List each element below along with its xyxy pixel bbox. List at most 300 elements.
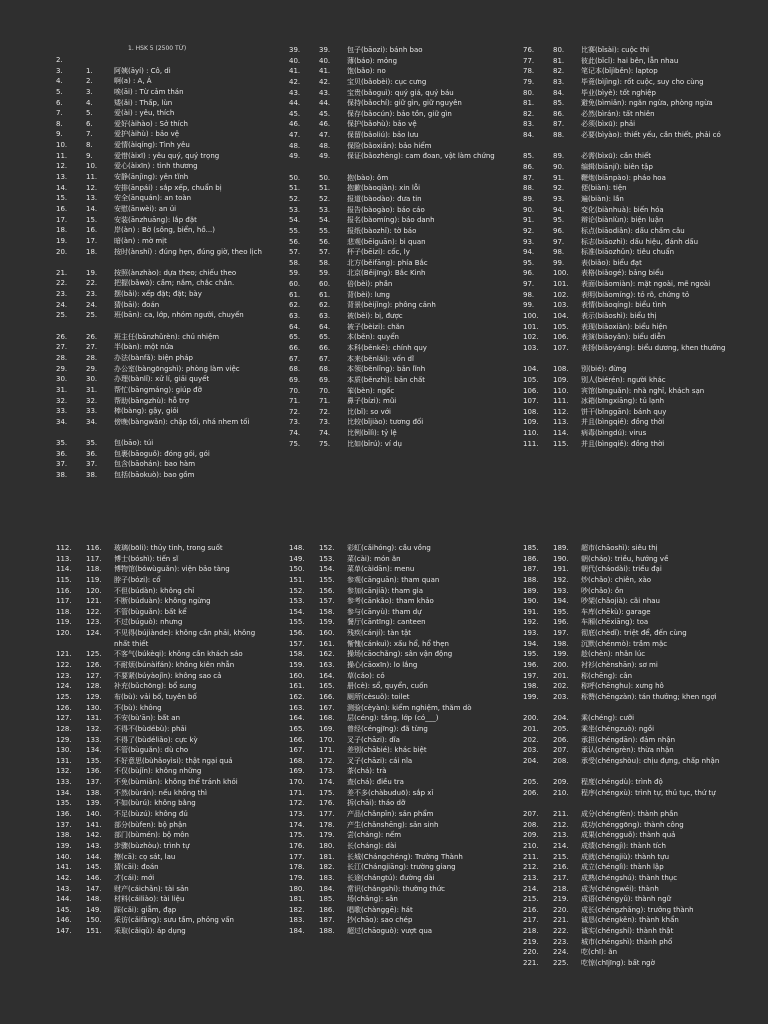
vocab-row [523,543,738,554]
vocab-row [56,98,271,109]
word-index: 43. [319,88,331,97]
line-number: 48. [289,141,301,150]
line-number: 95. [523,258,535,267]
word-index: 134. [86,746,102,755]
line-number: 88. [523,184,535,193]
vocab-row [523,586,738,597]
word-entry: 惭愧(cánkuì): xấu hổ, hổ thẹn [347,639,449,648]
word-entry: 抄(chāo): sao chép [347,916,413,925]
vocab-row [56,236,271,247]
line-number: 215. [523,895,539,904]
word-index: 54. [319,216,331,225]
word-index: 60. [319,280,331,289]
word-entry: 避免(bìmiǎn): ngăn ngừa, phòng ngừa [581,99,713,108]
word-entry: 安排(ānpái) : sắp xếp, chuẩn bị [114,183,222,192]
word-index: 41. [319,67,331,76]
word-entry: 爱心(àixīn) : tình thương [114,162,198,171]
vocab-row [56,862,271,873]
line-number: 119. [56,618,72,627]
line-number: 21. [56,268,68,277]
word-index: 147. [86,884,102,893]
line-number: 22. [56,279,68,288]
word-entry: 部分(bùfen): bộ phận [114,820,187,829]
word-entry: 毕业(bìyè): tốt nghiệp [581,88,656,97]
word-index: 38. [86,471,98,480]
line-number: 217. [523,916,539,925]
vocab-row [523,375,738,386]
word-index: 88. [553,131,565,140]
vocab-row [289,777,504,788]
line-number: 17. [56,215,68,224]
word-entry: 表面(biǎomiàn): mặt ngoài, mẽ ngoài [581,280,711,289]
word-entry: 宝贵(bǎoguì): quý giá, quý báu [347,88,454,97]
vocab-row [56,310,271,331]
word-index: 27. [86,343,98,352]
word-index: 191. [553,565,569,574]
word-entry: 布(bù): vải bố, tuyên bố [114,692,197,701]
word-index: 113. [553,418,569,427]
line-number: 116. [56,586,72,595]
word-index: 72. [319,407,331,416]
word-index: 69. [319,375,331,384]
vocab-row [289,417,504,428]
word-entry: 悲观(bēiguān): bi quan [347,237,426,246]
word-entry: 安慰(ānwèi): an ủi [114,204,177,213]
word-index: 121. [86,597,102,606]
vocab-row [56,788,271,799]
line-number: 49. [289,152,301,161]
word-index: 36. [86,449,98,458]
word-index: 56. [319,237,331,246]
word-index: 173. [319,767,335,776]
word-entry: 参考(cānkǎo): tham khảo [347,597,434,606]
word-index: 35. [86,439,98,448]
line-number: 43. [289,88,301,97]
word-index: 92. [553,184,565,193]
vocab-row [56,374,271,385]
line-number: 24. [56,300,68,309]
vocab-row [56,204,271,215]
word-index: 128. [86,682,102,691]
word-entry: 报告(bàogào): báo cáo [347,205,425,214]
vocab-row [56,332,271,343]
vocab-row [523,258,738,269]
vocab-row [289,205,504,216]
word-entry: 乘(chéng): cưỡi [581,714,635,723]
line-number: 188. [523,575,539,584]
vocab-row [289,258,504,269]
word-entry: 成果(chéngguǒ): thành quả [581,831,676,840]
vocab-row [289,628,504,639]
word-index: 177. [319,810,335,819]
word-index: 205. [553,724,569,733]
line-number: 194. [523,639,539,648]
line-number: 61. [289,290,301,299]
vocab-row [289,141,504,152]
word-entry: 标准(biāozhǔn): tiêu chuẩn [581,248,675,257]
vocab-row [523,958,738,969]
word-index: 119. [86,575,102,584]
line-number: 143. [56,884,72,893]
line-number: 53. [289,205,301,214]
line-number: 133. [56,778,72,787]
word-index: 55. [319,226,331,235]
vocab-row [289,109,504,120]
word-entry: 摆(bǎi): xếp đặt; đặt; bày [114,290,202,299]
word-entry: 饱(bǎo): no [347,67,386,76]
word-entry: 杯子(bēizi): cốc, ly [347,248,410,257]
word-entry: 比(bǐ): so với [347,407,391,416]
line-number: 87. [523,173,535,182]
word-entry: 不然(bùrán): nếu không thì [114,788,207,797]
line-number: 102. [523,333,539,342]
word-index: 209. [553,778,569,787]
line-number: 27. [56,343,68,352]
word-entry: 不好意思(bùhǎoyìsi): thật ngại quá [114,756,233,765]
line-number: 179. [289,873,305,882]
word-index: 22. [86,279,98,288]
word-index: 70. [319,386,331,395]
vocab-row [523,205,738,216]
line-number: 111. [523,439,539,448]
line-number: 46. [289,120,301,129]
line-number: 114. [56,565,72,574]
vocab-row [289,617,504,628]
word-index: 93. [553,194,565,203]
word-entry: 成语(chéngyǔ): thành ngữ [581,895,671,904]
word-entry: 笔记本(bǐjìběn): laptop [581,67,658,76]
word-index: 17. [86,236,98,245]
word-entry: 产生(chǎnshēng): sản sinh [347,820,439,829]
word-entry: 岸(àn) : Bờ (sông, biển, hồ...) [114,226,216,235]
line-number: 169. [289,767,305,776]
word-entry: 长城(Chángchéng): Trường Thành [347,852,463,861]
line-number: 118. [56,607,72,616]
word-entry: 不见得(bújiànde): không cần phải, không nhất thiết [114,629,256,648]
vocab-row [523,215,738,226]
line-number: 18. [56,226,68,235]
line-number: 45. [289,109,301,118]
word-index: 61. [319,290,331,299]
word-entry: 炒(chǎo): chiên, xào [581,575,652,584]
word-index: 97. [553,237,565,246]
vocab-row [523,183,738,194]
word-index: 89. [553,152,565,161]
word-index: 200. [553,661,569,670]
word-entry: 北方(běifāng): phía Bắc [347,258,428,267]
word-index: 159. [319,618,335,627]
vocab-row [56,161,271,172]
vocab-row [523,884,738,895]
word-entry: 遍(biàn): lần [581,194,624,203]
word-entry: 步骤(bùzhòu): trình tự [114,841,190,850]
word-entry: 测验(cèyàn): kiểm nghiệm, thăm dò [347,703,472,712]
word-entry: 表现(biǎoxiàn): biểu hiện [581,322,668,331]
vocab-row [56,841,271,852]
word-entry: 猜(cāi): đoán [114,863,159,872]
word-index: 210. [553,788,569,797]
vocab-row [289,98,504,109]
line-number: 182. [289,905,305,914]
line-number: 160. [289,671,305,680]
line-number: 204. [523,756,539,765]
word-index: 111. [553,397,569,406]
word-index: 15. [86,215,98,224]
word-index: 189. [553,544,569,552]
line-number: 77. [523,56,535,65]
word-index: 182. [319,863,335,872]
line-number: 76. [523,46,535,54]
word-index: 91. [553,173,565,182]
vocab-row [289,183,504,194]
vocab-row [523,947,738,958]
word-entry: 宝贝(bǎobèi): cục cưng [347,77,427,86]
line-number: 86. [523,163,535,172]
word-entry: 病毒(bìngdú): virus [581,429,647,438]
vocab-row [56,575,271,586]
word-index: 71. [319,397,331,406]
word-index: 157. [319,597,335,606]
word-index: 181. [319,852,335,861]
word-index: 51. [319,184,331,193]
word-index: 125. [86,650,102,659]
line-number: 149. [289,554,305,563]
word-index: 105. [553,322,569,331]
word-entry: 参加(cānjiā): tham gia [347,586,423,595]
vocab-row [523,735,738,746]
vocab-row [523,905,738,916]
word-entry: 尝(cháng): nếm [347,831,402,840]
line-number: 110. [523,429,539,438]
line-number: 89. [523,194,535,203]
vocab-row [523,639,738,650]
word-index: 9. [86,151,93,160]
line-number: 132. [56,767,72,776]
vocab-row [523,671,738,682]
vocab-row [56,926,271,937]
vocab-row [289,151,504,172]
word-entry: 成分(chéngfèn): thành phần [581,810,678,819]
word-index: 172. [319,756,335,765]
vocab-row [56,564,271,575]
word-entry: 本科(běnkē): chính quy [347,343,427,352]
word-entry: 残疾(cánjí): tàn tật [347,629,411,638]
line-number: 176. [289,841,305,850]
word-entry: 暗(àn) : mờ mịt [114,236,167,245]
vocab-row [523,841,738,852]
word-index: 86. [553,109,565,118]
vocab-row [523,45,738,56]
word-index: 59. [319,269,331,278]
line-number: 72. [289,407,301,416]
word-index: 25. [86,311,98,320]
line-number: 34. [56,417,68,426]
word-entry: 城市(chéngshì): thành phố [581,937,673,946]
vocab-row [523,575,738,586]
word-entry: 阿姨(āyí) : Cô, dì [114,66,171,75]
line-number: 199. [523,692,539,701]
vocab-row [56,649,271,660]
word-index: 30. [86,375,98,384]
vocab-row [56,247,271,268]
word-index: 160. [319,629,335,638]
word-index: 196. [553,618,569,627]
line-number: 117. [56,597,72,606]
word-entry: 车厢(chēxiāng): toa [581,618,649,627]
word-entry: 帮忙(bāngmáng): giúp đỡ [114,385,202,394]
line-number: 205. [523,778,539,787]
line-number: 131. [56,756,72,765]
line-number: 19. [56,236,68,245]
vocab-row [289,607,504,618]
word-index: 83. [553,77,565,86]
vocab-row [523,290,738,301]
vocab-row [523,862,738,873]
vocab-row [289,926,504,937]
line-number: 5. [56,87,63,96]
word-index: 42. [319,77,331,86]
vocab-row [56,87,271,98]
vocab-row [523,926,738,937]
vocab-row [56,172,271,183]
vocab-row [289,332,504,343]
word-index: 169. [319,724,335,733]
word-index: 28. [86,353,98,362]
word-index: 221. [553,916,569,925]
word-index: 151. [86,927,102,936]
word-entry: 采取(cǎiqǔ): áp dụng [114,927,186,936]
word-index: 13. [86,194,98,203]
vocab-row [523,386,738,397]
vocab-row [289,788,504,799]
word-entry: 唱歌(chànggē): hát [347,905,413,914]
word-index: 94. [553,205,565,214]
word-entry: 报纸(bàozhǐ): tờ báo [347,226,417,235]
line-number: 39. [289,46,301,54]
vocab-row [56,108,271,119]
vocab-row [289,852,504,863]
word-entry: 彩虹(cǎihóng): cầu vồng [347,544,431,552]
word-entry: 宾馆(bīnguǎn): nhà nghỉ, khách sạn [581,386,705,395]
vocab-row [56,873,271,884]
vocab-row [523,88,738,99]
line-number: 185. [523,544,539,552]
vocab-row [289,830,504,841]
line-number: 2. [56,56,63,64]
line-number: 33. [56,407,68,416]
word-entry: 保存(bǎocún): bảo tồn, giữ gìn [347,109,452,118]
word-entry: 变化(biànhuà): biến hóa [581,205,664,214]
vocab-row [523,724,738,735]
word-index: 170. [319,735,335,744]
vocab-row [523,788,738,809]
word-entry: 不客气(búkèqi): không cần khách sáo [114,650,243,659]
line-number: 20. [56,247,68,256]
word-index: 66. [319,343,331,352]
line-number: 177. [289,852,305,861]
vocab-row [289,841,504,852]
word-index: 155. [319,575,335,584]
word-index: 87. [553,120,565,129]
vocab-row [523,407,738,418]
word-entry: 保护(bǎohù): bảo vệ [347,120,417,129]
line-number: 99. [523,301,535,310]
word-index: 142. [86,831,102,840]
vocab-row [56,756,271,767]
word-entry: 必须(bìxū): phải [581,120,636,129]
line-number: 71. [289,397,301,406]
word-entry: 标志(biāozhì): dấu hiệu, đánh dấu [581,237,699,246]
vocab-row [523,322,738,333]
word-entry: 棒(bàng): gậy, giỏi [114,407,179,416]
line-number: 192. [523,618,539,627]
word-entry: 财产(cáichǎn): tài sản [114,884,189,893]
vocab-row [289,735,504,746]
vocab-row [56,607,271,618]
word-entry: 表情(biǎoqíng): biểu tình [581,301,667,310]
word-entry: 超市(chāoshì): siêu thị [581,544,658,552]
word-index: 185. [319,895,335,904]
vocab-row [523,617,738,628]
line-number: 91. [523,216,535,225]
line-number: 219. [523,937,539,946]
vocab-row [289,268,504,279]
word-index: 188. [319,927,335,936]
word-entry: 毕竟(bìjìng): rốt cuộc, suy cho cùng [581,77,704,86]
word-entry: 包(bāo): túi [114,439,154,448]
line-number: 92. [523,226,535,235]
line-number: 180. [289,884,305,893]
word-entry: 朝代(cháodài): triều đại [581,565,662,574]
line-number: 211. [523,852,539,861]
vocab-row [56,140,271,151]
line-number: 56. [289,237,301,246]
word-index: 154. [319,565,335,574]
line-number: 125. [56,692,72,701]
word-entry: 办公室(bàngōngshì): phòng làm việc [114,364,240,373]
word-entry: 成为(chéngwéi): thành [581,884,659,893]
word-index: 217. [553,873,569,882]
vocab-row [56,543,271,554]
line-number: 172. [289,799,305,808]
word-entry: 不断(búduàn): không ngừng [114,597,211,606]
line-number: 183. [289,916,305,925]
line-number: 42. [289,77,301,86]
word-entry: 办理(bànlǐ): xử lí, giải quyết [114,375,210,384]
line-number: 206. [523,788,539,797]
vocab-row [289,564,504,575]
word-entry: 衬衫(chènshān): sơ mi [581,661,658,670]
word-index: 14. [86,204,98,213]
vocab-row [523,237,738,248]
word-entry: 彼此(bǐcǐ): hai bên, lẫn nhau [581,56,679,65]
line-number: 166. [289,735,305,744]
word-index: 74. [319,429,331,438]
line-number: 57. [289,248,301,257]
word-index: 1. [86,66,93,75]
line-number: 129. [56,735,72,744]
line-number: 144. [56,895,72,904]
vocab-row [523,873,738,884]
word-entry: 必然(bìrán): tất nhiên [581,109,655,118]
line-number: 66. [289,343,301,352]
word-index: 31. [86,385,98,394]
word-index: 206. [553,735,569,744]
word-entry: 爱情(àiqíng): Tình yêu [114,141,190,150]
vocab-row [523,332,738,343]
line-number: 106. [523,386,539,395]
word-entry: 吃惊(chījīng): bất ngờ [581,959,655,968]
